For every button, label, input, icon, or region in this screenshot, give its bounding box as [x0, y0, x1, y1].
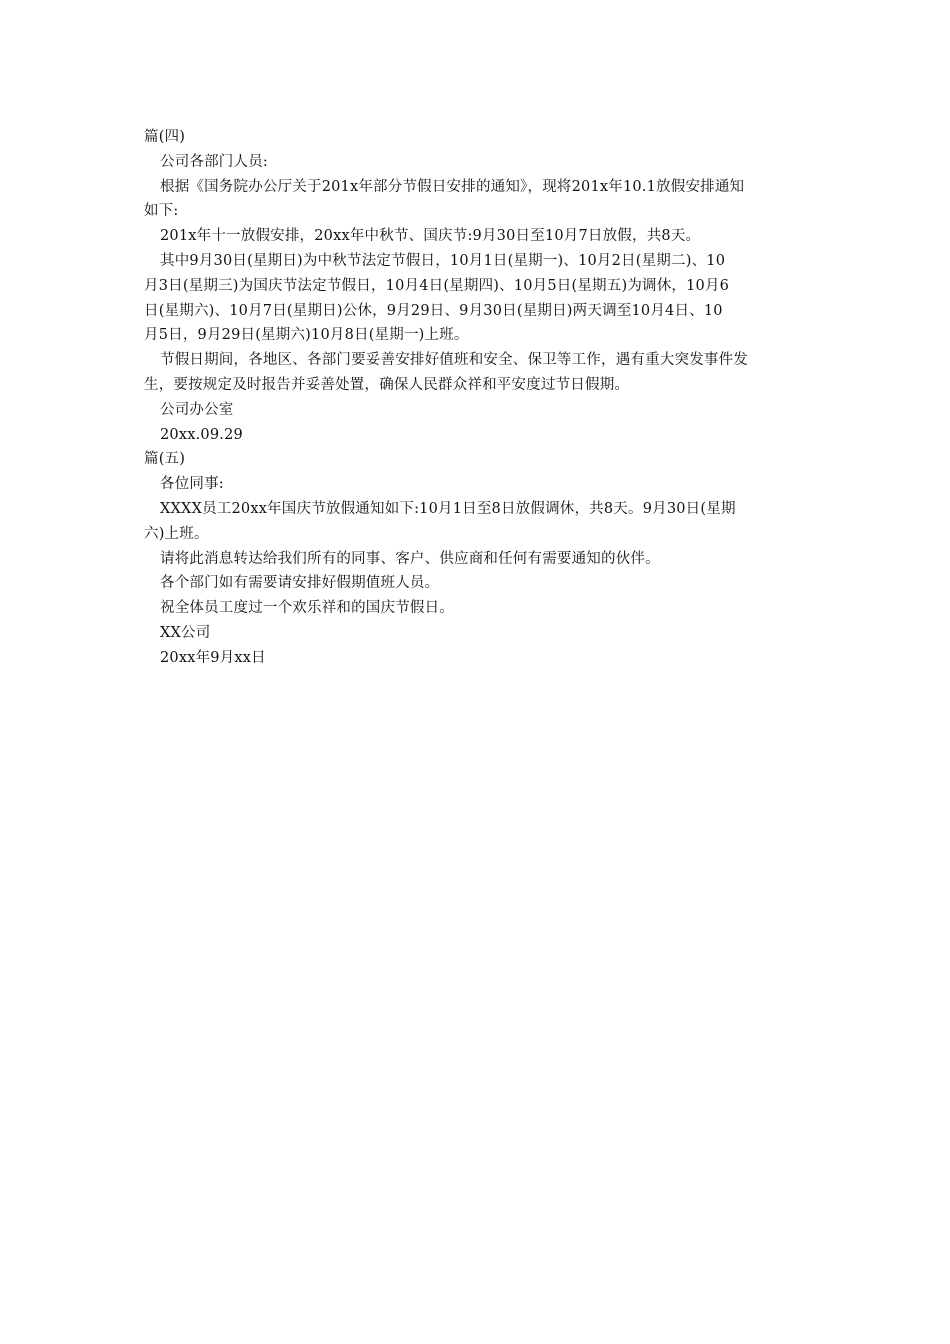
- section-5-date: 20xx年9月xx日: [160, 649, 266, 666]
- section-5-paragraph-4: 祝全体员工度过一个欢乐祥和的国庆节假日。: [160, 600, 454, 617]
- section-4-paragraph-3-line-1: 其中9月30日(星期日)为中秋节法定节假日，10月1日(星期一)、10月2日(星期二)、10: [160, 252, 726, 269]
- section-4-paragraph-3-line-2: 月3日(星期三)为国庆节法定节假日，10月4日(星期四)、10月5日(星期五)为调休，10月6: [144, 277, 730, 294]
- section-5-paragraph-1-line-1: XXXX员工20xx年国庆节放假通知如下:10月1日至8日放假调休，共8天。9月30日(星期: [160, 500, 736, 517]
- section-4-paragraph-2: 201x年十一放假安排，20xx年中秋节、国庆节:9月30日至10月7日放假，共8天。: [160, 228, 701, 245]
- section-5-salutation: 各位同事:: [160, 476, 224, 493]
- section-4-paragraph-1-line-1: 根据《国务院办公厅关于201x年部分节假日安排的通知》，现将201x年10.1放假安排通知: [160, 178, 745, 195]
- section-4-date: 20xx.09.29: [160, 426, 243, 443]
- section-4-paragraph-4-line-2: 生，要按规定及时报告并妥善处置，确保人民群众祥和平安度过节日假期。: [144, 376, 630, 393]
- section-5-heading: 篇(五): [144, 451, 186, 468]
- section-5-paragraph-3: 各个部门如有需要请安排好假期值班人员。: [160, 575, 440, 592]
- document-body: [144, 125, 804, 671]
- section-4-paragraph-3-line-4: 月5日，9月29日(星期六)10月8日(星期一)上班。: [144, 327, 469, 344]
- section-4-signer: 公司办公室: [160, 401, 234, 418]
- section-5-paragraph-1-line-2: 六)上班。: [144, 525, 209, 542]
- section-4-paragraph-4-line-1: 节假日期间，各地区、各部门要妥善安排好值班和安全、保卫等工作，遇有重大突发事件发: [160, 352, 748, 369]
- section-5-paragraph-2: 请将此消息转达给我们所有的同事、客户、供应商和任何有需要通知的伙伴。: [160, 550, 660, 567]
- section-4-salutation: 公司各部门人员:: [160, 153, 268, 170]
- section-4-paragraph-1-line-2: 如下:: [144, 203, 179, 220]
- section-5-signer: XX公司: [160, 624, 211, 641]
- section-4-heading: 篇(四): [144, 129, 186, 145]
- section-4-paragraph-3-line-3: 日(星期六)、10月7日(星期日)公休，9月29日、9月30日(星期日)两天调至10月4日、10: [144, 302, 723, 319]
